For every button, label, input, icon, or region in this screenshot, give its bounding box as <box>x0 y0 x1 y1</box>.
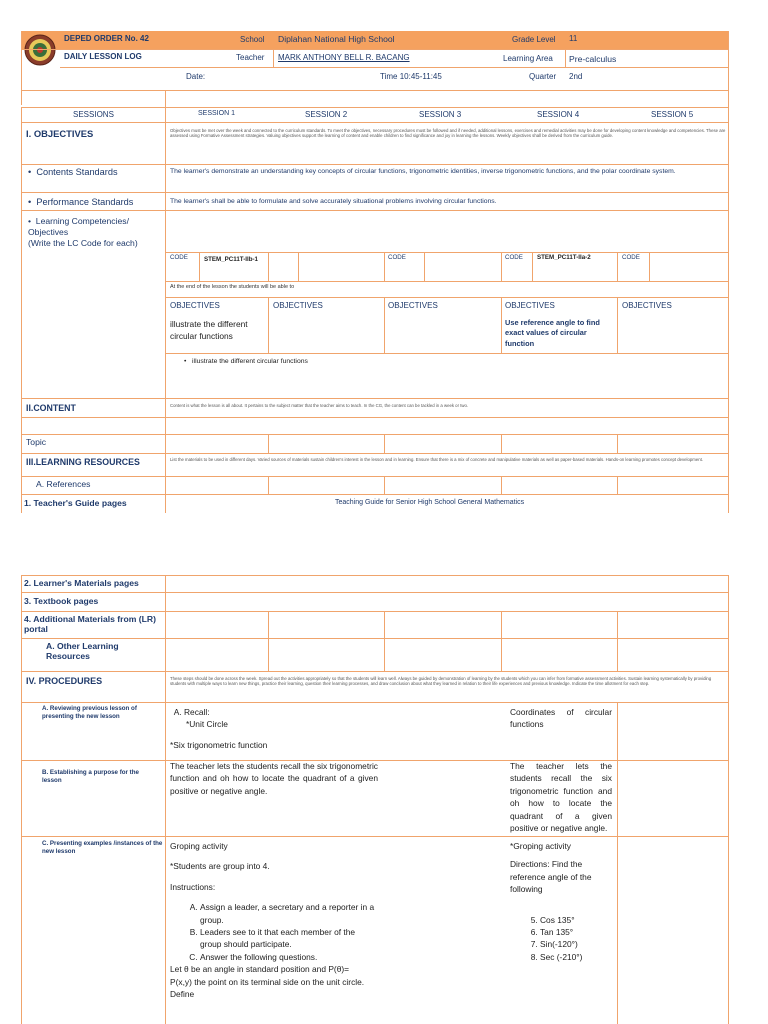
deped-order: DEPED ORDER No. 42 <box>64 34 149 43</box>
content-label: II.CONTENT <box>26 403 76 413</box>
objectives-note: Objectives must be met over the week and connected to the curriculum standards. To meet the objectives, necessary procedures must be followed and if needed, additional lessons, exercises and remedial activities may be done for developing content knowledge and competencies. These are assessed using Formative Assessment strategies. Valuing objectives support the learning of content and enable children to find significance and joy in learning the lessons. Weekly objectives shall be derived from the curriculum guide. <box>170 128 726 139</box>
code-value-4: STEM_PC11T-IIa-2 <box>537 254 591 261</box>
log-title: DAILY LESSON LOG <box>64 52 142 61</box>
proc-c-label: C. Presenting examples /instances of the new lesson <box>42 840 163 855</box>
session-4-header: SESSION 4 <box>537 110 580 119</box>
session-1-header: SESSION 1 <box>198 110 235 117</box>
school-label: School <box>240 35 265 44</box>
learning-resources-label: III.LEARNING RESOURCES <box>26 457 140 467</box>
unit-circle-item: *Unit Circle <box>186 719 228 730</box>
objectives-heading-2: OBJECTIVES <box>273 301 323 310</box>
content-standards-text: The learner's demonstrate an understanding key concepts of circular functions, trigonometric identities, inverse trigonometric functions, and the polar coordinate system. <box>170 168 676 175</box>
school-value: Diplahan National High School <box>278 34 395 44</box>
proc-c-session-1 <box>170 840 378 1000</box>
instruction-item: C. Answer the following questions. <box>200 951 378 963</box>
procedures-note: These steps should be done across the week. Spread out the activities appropriately so that the students will learn well. Always be guided by demonstration of learning by the students which you can infer from formative assessment activities. Sustain learning systematically by providing students with multiple ways to learn new things, practice their learning, question their learning processes, and draw conclusion about what they learned in relation to their life experiences and previous knowledge. Indicate the time allotment for each step. <box>170 676 712 687</box>
angle-item: 6. Tan 135° <box>540 926 612 938</box>
end-of-lesson-note: At the end of the lesson the students will be able to <box>170 284 295 290</box>
instruction-item: B. Leaders see to it that each member of the group should participate. <box>200 926 378 951</box>
objective-bullet: • illustrate the different circular functions <box>184 358 308 365</box>
lr-portal-label: 4. Additional Materials from (LR) portal <box>24 614 156 634</box>
directions-text: Directions: Find the reference angle of the following <box>510 859 592 895</box>
proc-b-session-4: The teacher lets the students recall the six trigonometric function and oh how to locate the quadrant of a given positive or negative angle. <box>510 761 612 834</box>
grade-value: 11 <box>569 34 578 43</box>
teachers-guide-value: Teaching Guide for Senior High School General Mathematics <box>335 499 525 506</box>
learning-resources-note: List the materials to be used in different days. Varied sources of materials sustain children's interest in the lesson and in learning. Ensure that there is a mix of concrete and manipulative materials as well as paper-based materials. Hands-on learning promotes concept development. <box>170 457 704 462</box>
performance-standards-label: • Performance Standards <box>28 197 134 207</box>
references-label: A. References <box>36 479 91 489</box>
performance-standards-text: The learner's shall be able to formulate and solve accurately situational problems involving circular functions. <box>170 198 497 205</box>
quarter-value: 2nd <box>569 72 583 81</box>
six-trig-item: *Six trigonometric function <box>170 739 268 750</box>
content-standards-label: • Contents Standards <box>28 167 118 177</box>
code-label-4: CODE <box>505 254 523 261</box>
recall-item: A. Recall: <box>184 706 265 718</box>
quarter-label: Quarter <box>529 72 557 81</box>
grouping-title: Groping activity <box>170 841 228 851</box>
teachers-guide-label: 1. Teacher's Guide pages <box>24 498 127 508</box>
code-label-1: CODE <box>170 254 188 261</box>
learners-materials-label: 2. Learner's Materials pages <box>24 578 139 588</box>
objectives-heading-4: OBJECTIVES <box>505 301 555 310</box>
teacher-label: Teacher <box>236 53 265 62</box>
teacher-value: MARK ANTHONY BELL R. BACANG <box>278 53 410 62</box>
instruction-item: A. Assign a leader, a secretary and a reporter in a group. <box>200 901 378 926</box>
other-resources-label: A. Other Learning Resources <box>46 641 119 661</box>
proc-c-session-4 <box>510 840 612 963</box>
objectives-heading-3: OBJECTIVES <box>388 301 438 310</box>
proc-b-session-1: The teacher lets the students recall the six trigonometric function and oh how to locate the quadrant of a given positive or negative angle. <box>170 761 378 796</box>
topic-label: Topic <box>26 437 47 447</box>
textbook-pages-label: 3. Textbook pages <box>24 596 99 606</box>
deped-seal-logo <box>24 34 56 66</box>
learning-competencies-label: • Learning Competencies/ Objectives (Write the LC Code for each) <box>28 216 138 248</box>
instructions-label: Instructions: <box>170 881 216 892</box>
define-statement: Let θ be an angle in standard position and P(θ)= P(x,y) the point on its terminal side on the unit circle. Define <box>170 964 365 1000</box>
objectives-label: I. OBJECTIVES <box>26 128 94 139</box>
session-3-header: SESSION 3 <box>419 110 462 119</box>
grade-label: Grade Level <box>512 35 556 44</box>
angle-item: 8. Sec (-210°) <box>540 951 612 963</box>
sessions-label: SESSIONS <box>73 110 114 119</box>
date-label: Date: <box>186 72 206 81</box>
session-2-header: SESSION 2 <box>305 110 348 119</box>
proc-b-label: B. Establishing a purpose for the lesson <box>42 769 139 784</box>
proc-a-session-1 <box>170 706 268 751</box>
proc-a-session-4: Coordinates of circular functions <box>510 707 612 730</box>
content-note: Content is what the lesson is all about. It pertains to the subject matter that the teacher aims to teach. In the CG, the content can be tackled in a week or two. <box>170 403 469 408</box>
group-into-4: *Students are group into 4. <box>170 861 270 872</box>
angle-item: 5. Cos 135° <box>540 914 612 926</box>
proc-a-label: A. Reviewing previous lesson of presenting the new lesson <box>42 705 137 720</box>
code-label-5: CODE <box>622 254 640 261</box>
objectives-heading-5: OBJECTIVES <box>622 301 672 310</box>
objectives-heading-1: OBJECTIVES <box>170 301 220 310</box>
area-label: Learning Area <box>503 54 553 63</box>
session-5-header: SESSION 5 <box>651 110 694 119</box>
code-label-3: CODE <box>388 254 406 261</box>
area-value: Pre-calculus <box>569 54 617 64</box>
angle-item: 7. Sin(-120°) <box>540 938 612 950</box>
code-value-1: STEM_PC11T-IIb-1 <box>204 256 258 263</box>
objective-session-1: illustrate the different circular functions <box>170 319 248 342</box>
procedures-label: IV. PROCEDURES <box>26 676 103 686</box>
grouping-title-4: *Groping activity <box>510 841 571 851</box>
time-label: Time 10:45-11:45 <box>380 72 442 81</box>
objective-session-4: Use reference angle to find exact values of circular function <box>505 318 600 348</box>
